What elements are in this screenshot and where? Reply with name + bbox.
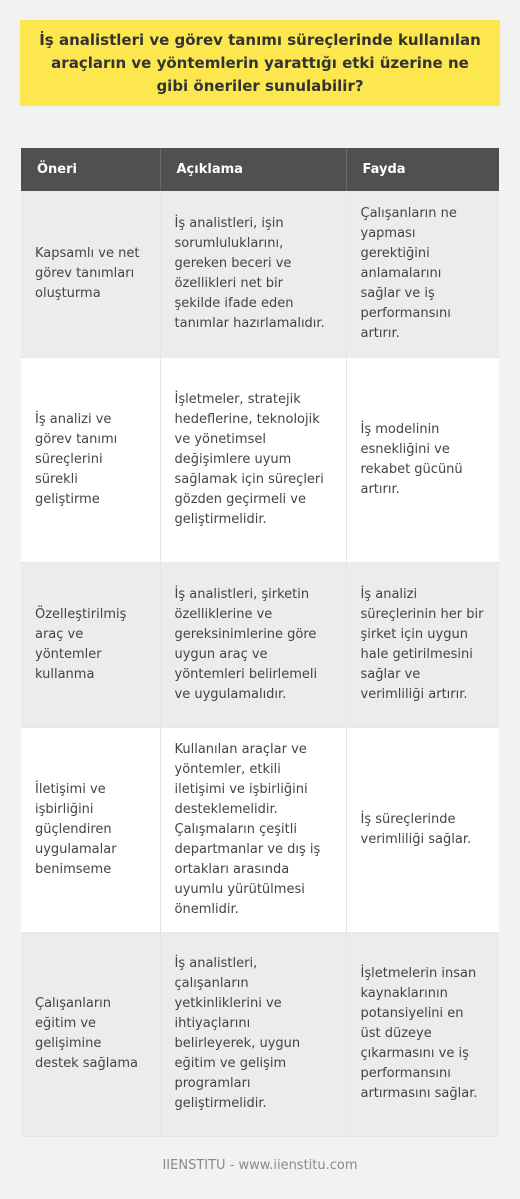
cell-oneri: İletişimi ve işbirliğini güçlendiren uygulamalar benimseme bbox=[21, 727, 160, 932]
table-row bbox=[21, 727, 499, 932]
cell-fayda: İşletmelerin insan kaynaklarının potansiyelini en üst düzeye çıkarmasını ve iş performansını artırmasını sağlar. bbox=[346, 932, 499, 1136]
table-header-row bbox=[21, 148, 499, 191]
cell-oneri: Kapsamlı ve net görev tanımları oluşturma bbox=[21, 191, 160, 357]
table-row bbox=[21, 562, 499, 727]
table-row bbox=[21, 932, 499, 1136]
cell-oneri: İş analizi ve görev tanımı süreçlerini sürekli geliştirme bbox=[21, 357, 160, 562]
table-row bbox=[21, 191, 499, 357]
cell-oneri: Özelleştirilmiş araç ve yöntemler kullanma bbox=[21, 562, 160, 727]
cell-aciklama: İş analistleri, işin sorumluluklarını, gereken beceri ve özellikleri net bir şekilde ifade eden tanımlar hazırlamalıdır. bbox=[160, 191, 346, 357]
title-banner bbox=[20, 20, 500, 106]
footer-credit: IIENSTITU - www.iienstitu.com bbox=[162, 1158, 358, 1173]
cell-aciklama: İş analistleri, şirketin özelliklerine ve gereksinimlerine göre uygun araç ve yöntemleri belirlemeli ve uygulamalıdır. bbox=[160, 562, 346, 727]
page-title: İş analistleri ve görev tanımı süreçlerinde kullanılan araçların ve yöntemlerin yarattığı etki üzerine ne gibi öneriler sunulabilir? bbox=[39, 30, 481, 95]
cell-fayda: İş süreçlerinde verimliliği sağlar. bbox=[346, 727, 499, 932]
cell-fayda: Çalışanların ne yapması gerektiğini anlamalarını sağlar ve iş performansını artırır. bbox=[346, 191, 499, 357]
cell-aciklama: İş analistleri, çalışanların yetkinliklerini ve ihtiyaçlarını belirleyerek, uygun eğitim ve gelişim programları geliştirmelidir. bbox=[160, 932, 346, 1136]
column-header-fayda: Fayda bbox=[346, 148, 499, 191]
cell-fayda: İş modelinin esnekliğini ve rekabet gücünü artırır. bbox=[346, 357, 499, 562]
cell-fayda: İş analizi süreçlerinin her bir şirket için uygun hale getirilmesini sağlar ve verimliliği artırır. bbox=[346, 562, 499, 727]
cell-aciklama: İşletmeler, stratejik hedeflerine, teknolojik ve yönetimsel değişimlere uyum sağlamak için süreçleri gözden geçirmeli ve geliştirmelidir. bbox=[160, 357, 346, 562]
cell-oneri: Çalışanların eğitim ve gelişimine destek sağlama bbox=[21, 932, 160, 1136]
column-header-aciklama: Açıklama bbox=[160, 148, 346, 191]
recommendations-table bbox=[21, 148, 499, 1137]
column-header-oneri: Öneri bbox=[21, 148, 160, 191]
table-row bbox=[21, 357, 499, 562]
cell-aciklama: Kullanılan araçlar ve yöntemler, etkili iletişimi ve işbirliğini desteklemelidir. Çalışmaların çeşitli departmanlar ve dış iş ortakları arasında uyumlu yürütülmesi önemlidir. bbox=[160, 727, 346, 932]
